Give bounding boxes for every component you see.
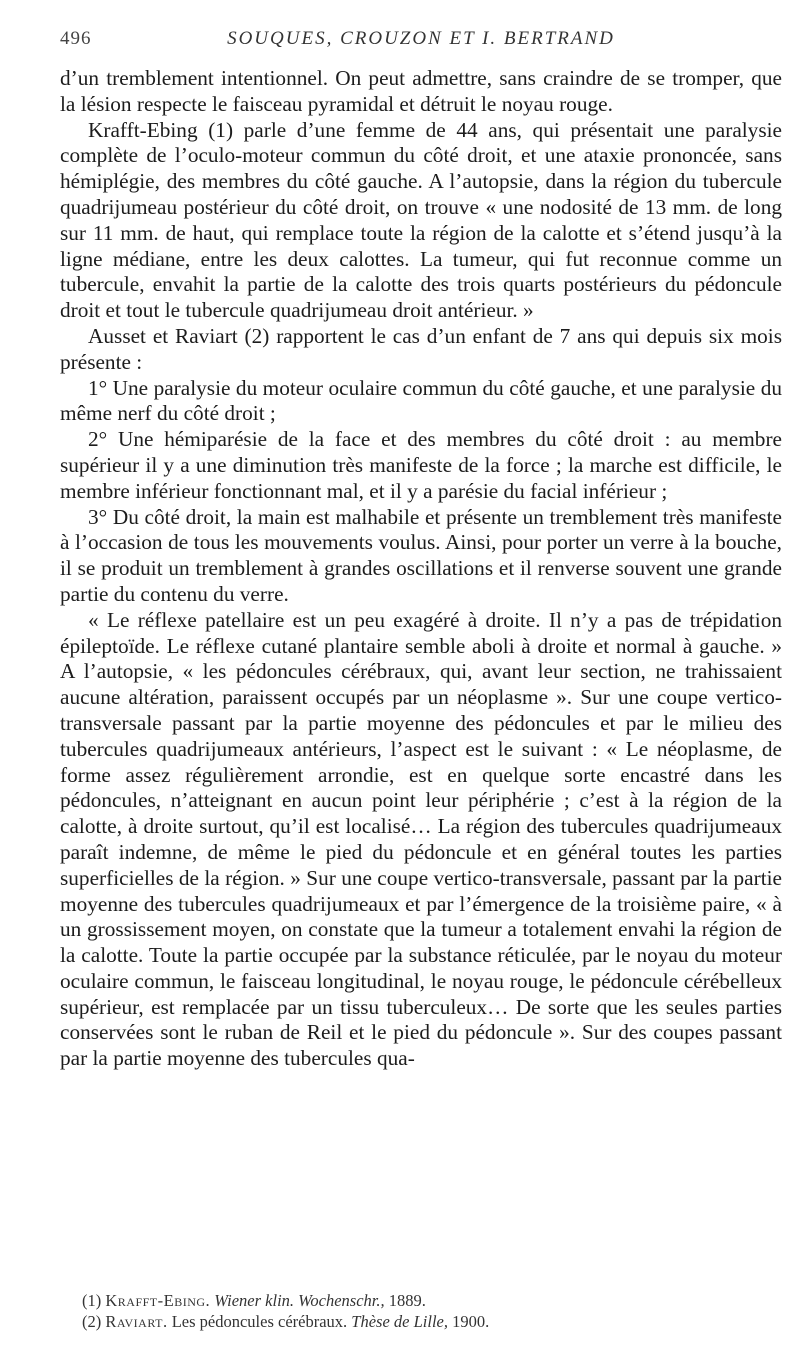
footnote-author: Raviart. xyxy=(105,1312,168,1331)
footnote-title: Thèse de Lille, xyxy=(351,1312,448,1331)
footnote-marker: (1) xyxy=(82,1291,102,1310)
page-number: 496 xyxy=(60,28,92,49)
paragraph: Krafft-Ebing (1) parle d’une femme de 44 ans, qui présentait une paralysie complète de l’oculo-moteur commun du côté droit, et une ataxie prononcée, sans hémiplégie, des membres du côté gauche. A l’autopsie, dans la région du tubercule quadrijumeau postérieur du côté droit, on trouve « une nodosité de 13 mm. de long sur 11 mm. de haut, qui remplace toute la région de la calotte et s’étend jusqu’à la ligne médiane, entre les deux calottes. La tumeur, qui fut reconnue comme un tubercule, envahit la partie de la calotte des trois quarts postérieurs du pédoncule droit et tout le tubercule quadrijumeau droit antérieur. » xyxy=(60,117,782,323)
footnote-work: Les pédoncules cérébraux. xyxy=(171,1312,348,1331)
paragraph: Ausset et Raviart (2) rapportent le cas d’un enfant de 7 ans qui depuis six mois présente : xyxy=(60,323,782,374)
paragraph: d’un tremblement intentionnel. On peut admettre, sans craindre de se tromper, que la lésion respecte le faisceau pyramidal et détruit le noyau rouge. xyxy=(60,66,782,116)
footnote xyxy=(82,1311,782,1332)
paragraph: 2° Une hémiparésie de la face et des membres du côté droit : au membre supérieur il y a une diminution très manifeste de la force ; la marche est difficile, le membre inférieur fonctionnant mal, et il y a parésie du facial inférieur ; xyxy=(60,427,782,503)
footnote-title: Wiener klin. Wochenschr., xyxy=(214,1291,385,1310)
page-header xyxy=(60,28,782,58)
footnotes xyxy=(82,1290,782,1332)
footnote-year: 1889. xyxy=(388,1291,426,1310)
footnote-author: Krafft-Ebing. xyxy=(105,1291,211,1310)
running-title: SOUQUES, CROUZON ET I. BERTRAND xyxy=(227,28,615,49)
paragraph: 1° Une paralysie du moteur oculaire commun du côté gauche, et une paralysie du même nerf du côté droit ; xyxy=(60,375,782,426)
footnote xyxy=(82,1290,782,1311)
footnote-year: 1900. xyxy=(452,1312,490,1331)
body-text xyxy=(60,66,782,1072)
paragraph: 3° Du côté droit, la main est malhabile et présente un tremblement très manifeste à l’occasion de tous les mouvements voulus. Ainsi, pour porter un verre à la bouche, il se produit un tremblement à grandes oscillations et il renverse souvent une grande partie du contenu du verre. xyxy=(60,504,782,606)
footnote-marker: (2) xyxy=(82,1312,102,1331)
paragraph: « Le réflexe patellaire est un peu exagéré à droite. Il n’y a pas de trépidation épileptoïde. Le réflexe cutané plantaire semble aboli à droite et normal à gauche. » A l’autopsie, « les pédoncules cérébraux, qui, avant leur section, ne trahissaient aucune altération, paraissent occupés par un néoplasme ». Sur une coupe vertico-transversale passant par la partie moyenne des pédoncules et par le milieu des tubercules quadrijumeaux antérieurs, l’aspect est le suivant : « Le néoplasme, de forme assez régulièrement arrondie, est en quelque sorte encastré dans les pédoncules, n’atteignant en aucun point leur périphérie ; c’est à la région de la calotte, à droite surtout, qu’il est localisé… La région des tubercules quadrijumeaux paraît indemne, de même le pied du pédoncule et en général toutes les parties superficielles de la région. » Sur une coupe vertico-transversale, passant par la partie moyenne des tubercules quadrijumeaux et par l’émergence de la troisième paire, « à un grossissement moyen, on constate que la tumeur a totalement envahi la région de la calotte. Toute la partie occupée par la substance réticulée, par le noyau du moteur oculaire commun, le faisceau longitudinal, le noyau rouge, le pédoncule cérébelleux supérieur, est remplacée par un tissu tuberculeux… De sorte que les seules parties conservées sont le ruban de Reil et le pied du pédoncule ». Sur des coupes passant par la partie moyenne des tubercules qua- xyxy=(60,607,782,1071)
